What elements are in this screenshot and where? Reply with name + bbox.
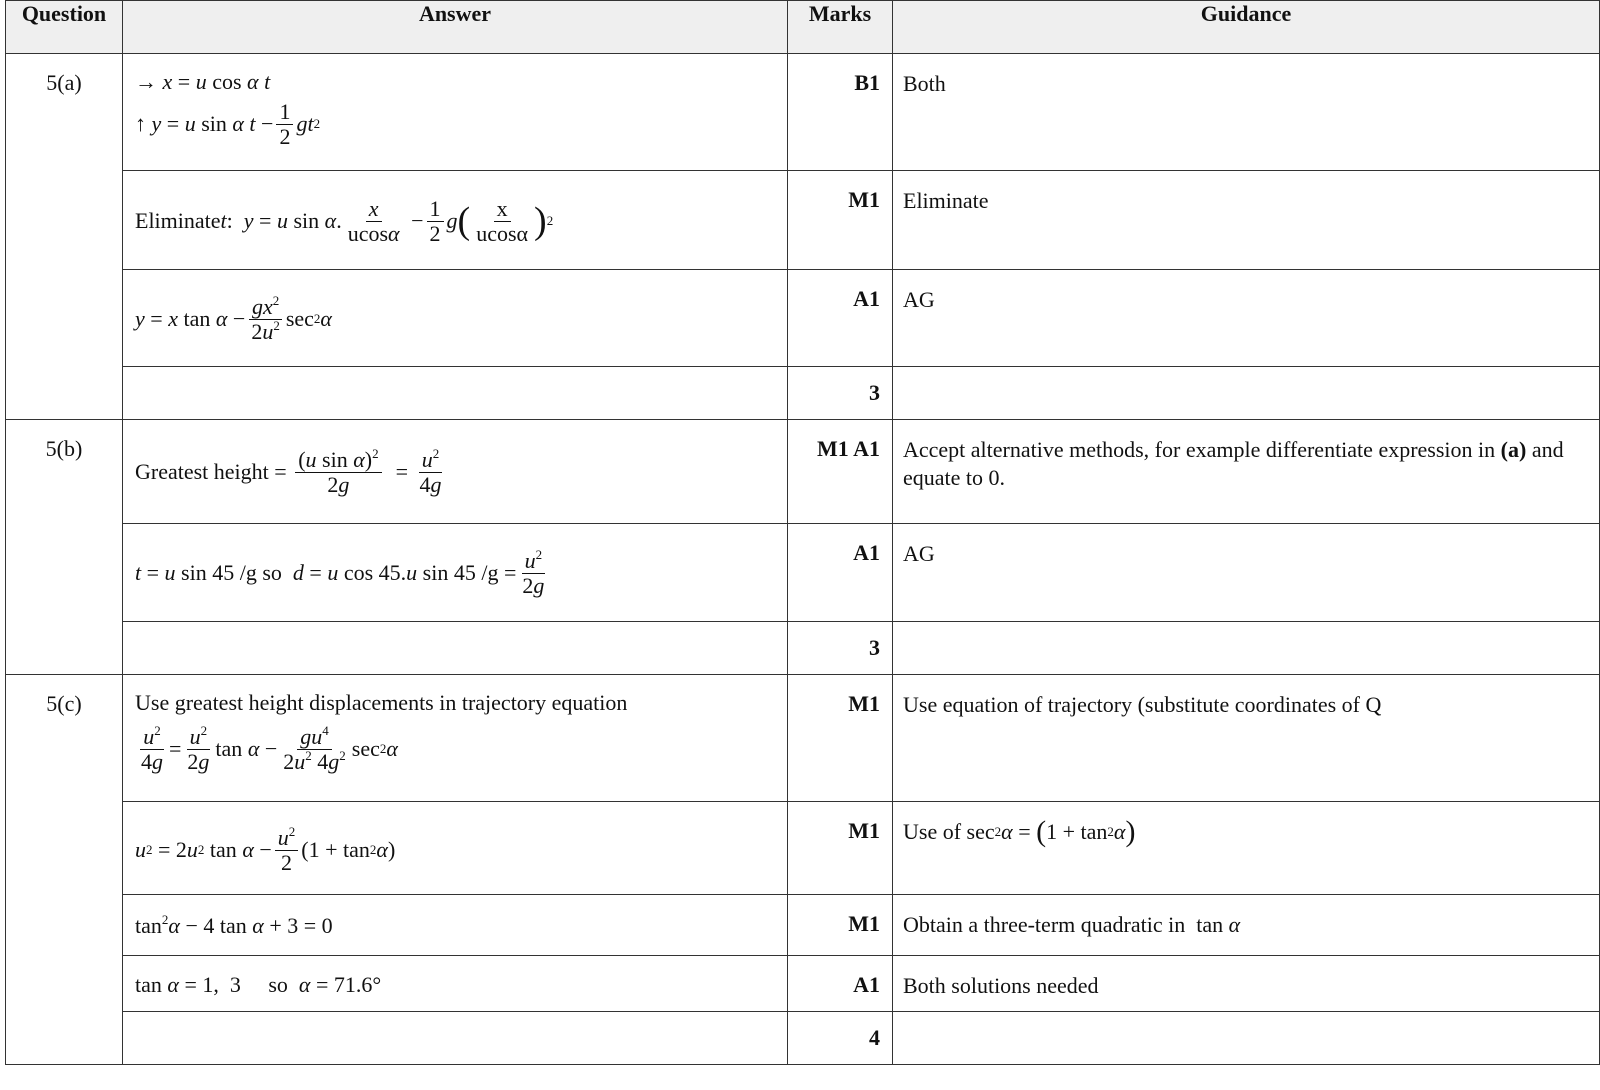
q5c-total-row xyxy=(6,1012,1600,1065)
guidance-line: Use of sec 2 α = ( 1 + tan 2 α ) xyxy=(903,815,1136,848)
guidance-cell: Both xyxy=(893,54,1600,171)
eliminate-prefix: Eliminate xyxy=(135,208,221,233)
marks-cell: B1 xyxy=(788,54,893,171)
header-marks: Marks xyxy=(788,1,893,54)
guidance-cell-empty xyxy=(893,1012,1600,1065)
answer-cell xyxy=(123,54,788,171)
guidance-cell: Use equation of trajectory (substitute coordinates of Q xyxy=(893,675,1600,802)
question-label: 5(c) xyxy=(6,675,123,1065)
header-answer: Answer xyxy=(123,1,788,54)
answer-cell: $\tan^2\alpha - 4$ tan α + 3 = 0 xyxy=(123,895,788,956)
q5a-total-row xyxy=(6,367,1600,420)
math-line: Eliminate t : y = u sin α . $\frac{x}{ucos\alpha}$ − $\frac{1}{2}$ g ( $\frac{x}{ucos\alpha}$ ) 2 xyxy=(135,195,554,246)
answer-cell-empty xyxy=(123,622,788,675)
guidance-cell: AG xyxy=(893,270,1600,367)
guidance-cell-empty xyxy=(893,622,1600,675)
marks-cell: M1 xyxy=(788,171,893,270)
math-line: $\frac{u^2}{4g}$ = $\frac{u^2}{2g}$ tan α − $\frac{gu^4}{2u^2 4g^2}$ sec 2 α xyxy=(141,722,398,774)
q5c-row-3 xyxy=(6,895,1600,956)
q5a-row-3 xyxy=(6,270,1600,367)
q5c-row-4 xyxy=(6,956,1600,1012)
greatest-height-prefix: Greatest height = xyxy=(135,459,287,484)
marks-cell: M1 A1 xyxy=(788,420,893,524)
answer-cell: tan α = 1, 3 so α = 71.6° xyxy=(123,956,788,1012)
mark-scheme-table xyxy=(5,0,1600,1065)
marks-cell: A1 xyxy=(788,270,893,367)
math-line: → x = u cos α t xyxy=(135,69,271,94)
total-marks: 3 xyxy=(788,622,893,675)
answer-cell xyxy=(123,270,788,367)
answer-cell xyxy=(123,802,788,895)
question-label: 5(b) xyxy=(6,420,123,675)
math-line: u 2 = 2 u 2 tan α − $\frac{u^2}{2}$ (1 + tan 2 α ) xyxy=(135,823,396,875)
answer-cell xyxy=(123,675,788,802)
guidance-cell: AG xyxy=(893,524,1600,622)
q5a-row-1 xyxy=(6,54,1600,171)
answer-cell xyxy=(123,420,788,524)
marks-cell: M1 xyxy=(788,802,893,895)
total-marks: 4 xyxy=(788,1012,893,1065)
guidance-cell-empty xyxy=(893,367,1600,420)
guidance-cell: Both solutions needed xyxy=(893,956,1600,1012)
marks-cell: A1 xyxy=(788,956,893,1012)
guidance-cell: Accept alternative methods, for example differentiate expression in (a) and equate to 0. xyxy=(893,420,1600,524)
answer-cell-empty xyxy=(123,1012,788,1065)
guidance-cell xyxy=(893,802,1600,895)
math-line: Greatest height = $\frac{(u \sin \alpha)^2}{2g}$ = $\frac{u^2}{4g}$ xyxy=(135,445,442,497)
answer-cell-empty xyxy=(123,367,788,420)
math-line: t = u sin 45 /g so d = u cos 45. u sin 45 /g = $\frac{u^2}{2g}$ xyxy=(135,546,545,598)
q5a-row-2 xyxy=(6,171,1600,270)
math-line: ↑ y = u sin α t − $\frac{1}{2}$ gt 2 xyxy=(135,98,321,149)
header-question: Question xyxy=(6,1,123,54)
guidance-cell: Eliminate xyxy=(893,171,1600,270)
guidance-cell: Obtain a three-term quadratic in tan α xyxy=(893,895,1600,956)
q5c-row-1 xyxy=(6,675,1600,802)
q5b-row-2 xyxy=(6,524,1600,622)
answer-cell xyxy=(123,524,788,622)
header-guidance: Guidance xyxy=(893,1,1600,54)
q5c-row-2 xyxy=(6,802,1600,895)
q5b-row-1 xyxy=(6,420,1600,524)
marks-cell: A1 xyxy=(788,524,893,622)
question-label: 5(a) xyxy=(6,54,123,420)
answer-text: Use greatest height displacements in trajectory equation xyxy=(135,690,628,715)
header-row xyxy=(6,1,1600,54)
marks-cell: M1 xyxy=(788,895,893,956)
total-marks: 3 xyxy=(788,367,893,420)
math-line: y = x tan α − $\frac{gx^2}{2u^2}$ sec 2 α xyxy=(135,292,332,344)
marks-cell: M1 xyxy=(788,675,893,802)
q5b-total-row xyxy=(6,622,1600,675)
answer-cell xyxy=(123,171,788,270)
